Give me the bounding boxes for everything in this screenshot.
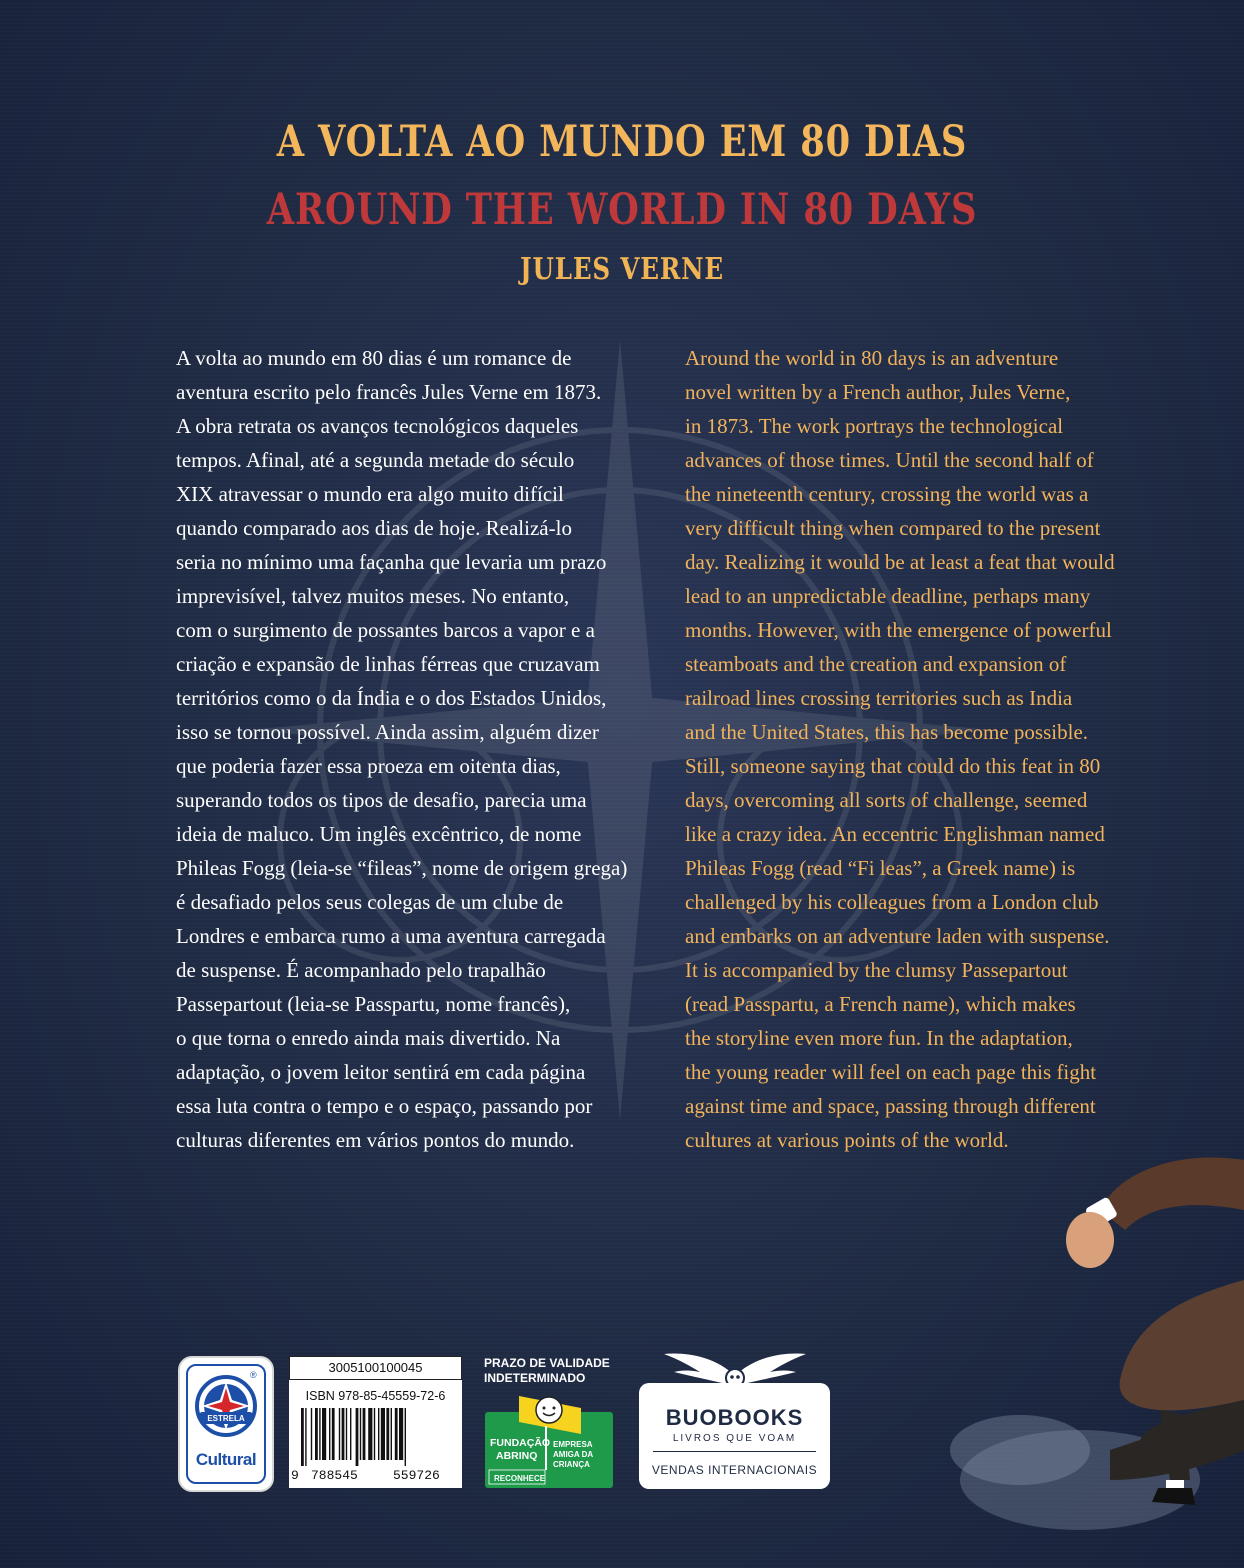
synopsis-pt-line: de suspense. É acompanhado pelo trapalhão bbox=[176, 958, 546, 982]
synopsis-en-line: (read Passpartu, a French name), which makes bbox=[685, 992, 1076, 1016]
estrela-star-icon bbox=[194, 1374, 258, 1438]
synopsis-en-line: the nineteenth century, crossing the world was a bbox=[685, 482, 1089, 506]
synopsis-pt-line: com o surgimento de possantes barcos a vapor e a bbox=[176, 618, 595, 642]
abrinq-bottom: RECONHECE bbox=[494, 1474, 546, 1483]
synopsis-en-line: the young reader will feel on each page this fight bbox=[685, 1060, 1097, 1084]
abrinq-right-line-2: AMIGA DA bbox=[553, 1450, 594, 1459]
estrela-logo-frame bbox=[186, 1364, 266, 1484]
synopsis-pt-line: quando comparado aos dias de hoje. Realizá-lo bbox=[176, 516, 572, 540]
owl-wings-icon bbox=[660, 1346, 810, 1388]
synopsis-english bbox=[685, 341, 1145, 1157]
synopsis-en-line: steamboats and the creation and expansion of bbox=[685, 652, 1067, 676]
synopsis-pt-line: A volta ao mundo em 80 dias é um romance de bbox=[176, 346, 572, 370]
abrinq-left-line-1: FUNDAÇÃO bbox=[490, 1437, 551, 1449]
synopsis-pt-line: imprevisível, talvez muitos meses. No entanto, bbox=[176, 584, 570, 608]
title-block bbox=[0, 112, 1244, 292]
product-code: 3005100100045 bbox=[289, 1356, 462, 1380]
synopsis-en-line: advances of those times. Until the second half of bbox=[685, 448, 1094, 472]
synopsis-pt-line: superando todos os tipos de desafio, parecia uma bbox=[176, 788, 587, 812]
synopsis-pt-line: Phileas Fogg (leia-se “fileas”, nome de origem grega) bbox=[176, 856, 628, 880]
synopsis-pt-line: Passepartout (leia-se Passpartu, nome francês), bbox=[176, 992, 571, 1016]
barcode-block bbox=[289, 1356, 462, 1488]
estrela-label: ESTRELA bbox=[207, 1414, 245, 1423]
synopsis-portuguese bbox=[176, 341, 642, 1157]
synopsis-pt-line: seria no mínimo uma façanha que levaria um prazo bbox=[176, 550, 607, 574]
title-english: AROUND THE WORLD IN 80 DAYS bbox=[266, 185, 978, 235]
registered-mark: ® bbox=[250, 1370, 257, 1380]
synopsis-pt-line: o que torna o enredo ainda mais divertido. Na bbox=[176, 1026, 561, 1050]
synopsis-pt-line: tempos. Afinal, até a segunda metade do século bbox=[176, 448, 575, 472]
isbn-number: ISBN 978-85-45559-72-6 bbox=[305, 1389, 446, 1403]
synopsis-pt-line: culturas diferentes em vários pontos do mundo. bbox=[176, 1128, 575, 1152]
author-name: JULES VERNE bbox=[519, 252, 725, 287]
synopsis-en-line: day. Realizing it would be at least a feat that would bbox=[685, 550, 1115, 574]
validity-notice bbox=[484, 1356, 624, 1386]
buobooks-name: BUOBOOKS bbox=[665, 1405, 804, 1430]
synopsis-pt-line: adaptação, o jovem leitor sentirá em cada página bbox=[176, 1060, 586, 1084]
synopsis-en-line: cultures at various points of the world. bbox=[685, 1128, 1009, 1152]
synopsis-pt-line: A obra retrata os avanços tecnológicos daqueles bbox=[176, 414, 579, 438]
synopsis-en-line: railroad lines crossing territories such as India bbox=[685, 686, 1073, 710]
synopsis-en-line: days, overcoming all sorts of challenge, seemed bbox=[685, 788, 1088, 812]
synopsis-pt-line: aventura escrito pelo francês Jules Verne em 1873. bbox=[176, 380, 602, 404]
synopsis-pt-line: é desafiado pelos seus colegas de um clube de bbox=[176, 890, 564, 914]
cultural-label: Cultural bbox=[195, 1450, 257, 1469]
running-figure-illustration bbox=[930, 1150, 1244, 1568]
synopsis-en-line: novel written by a French author, Jules Verne, bbox=[685, 380, 1071, 404]
synopsis-en-line: the storyline even more fun. In the adaptation, bbox=[685, 1026, 1073, 1050]
synopsis-pt-line: que poderia fazer essa proeza em oitenta dias, bbox=[176, 754, 561, 778]
synopsis-en-line: and embarks on an adventure laden with suspense. bbox=[685, 924, 1110, 948]
synopsis-en-line: months. However, with the emergence of powerful bbox=[685, 618, 1112, 642]
synopsis-pt-line: Londres e embarca rumo a uma aventura carregada bbox=[176, 924, 606, 948]
synopsis-pt-line: isso se tornou possível. Ainda assim, alguém dizer bbox=[176, 720, 599, 744]
synopsis-en-line: in 1873. The work portrays the technological bbox=[685, 414, 1064, 438]
synopsis-en-line: It is accompanied by the clumsy Passepartout bbox=[685, 958, 1068, 982]
synopsis-pt-line: ideia de maluco. Um inglês excêntrico, de nome bbox=[176, 822, 582, 846]
synopsis-pt-line: XIX atravessar o mundo era algo muito difícil bbox=[176, 482, 564, 506]
synopsis-en-line: Phileas Fogg (read “Fi leas”, a Greek name) is bbox=[685, 856, 1076, 880]
synopsis-en-line: against time and space, passing through different bbox=[685, 1094, 1096, 1118]
buobooks-logo bbox=[639, 1383, 830, 1489]
barcode-digits-right: 559726 bbox=[393, 1468, 440, 1483]
barcode-icon bbox=[301, 1408, 453, 1466]
barcode-digits-left: 788545 bbox=[311, 1468, 358, 1483]
title-portuguese: A VOLTA AO MUNDO EM 80 DIAS bbox=[276, 117, 968, 167]
abrinq-right-line-1: EMPRESA bbox=[553, 1440, 593, 1449]
synopsis-en-line: Around the world in 80 days is an adventure bbox=[685, 346, 1059, 370]
barcode-digit-lead: 9 bbox=[291, 1468, 299, 1483]
synopsis-en-line: challenged by his colleagues from a London club bbox=[685, 890, 1099, 914]
synopsis-en-line: very difficult thing when compared to the present bbox=[685, 516, 1101, 540]
synopsis-en-line: like a crazy idea. An eccentric Englishman named bbox=[685, 822, 1105, 846]
synopsis-en-line: lead to an unpredictable deadline, perhaps many bbox=[685, 584, 1091, 608]
validity-line-2: INDETERMINADO bbox=[484, 1371, 586, 1385]
synopsis-pt-line: territórios como o da Índia e o dos Estados Unidos, bbox=[176, 686, 607, 710]
abrinq-right-line-3: CRIANÇA bbox=[553, 1460, 590, 1469]
smiling-child-icon bbox=[536, 1397, 562, 1423]
abrinq-left-line-2: ABRINQ bbox=[496, 1450, 538, 1462]
synopsis-en-line: Still, someone saying that could do this feat in 80 bbox=[685, 754, 1101, 778]
synopsis-pt-line: criação e expansão de linhas férreas que cruzavam bbox=[176, 652, 600, 676]
validity-line-1: PRAZO DE VALIDADE bbox=[484, 1356, 610, 1370]
synopsis-en-line: and the United States, this has become possible. bbox=[685, 720, 1089, 744]
buobooks-divider bbox=[653, 1451, 816, 1452]
buobooks-tagline: LIVROS QUE VOAM bbox=[672, 1433, 797, 1444]
synopsis-pt-line: essa luta contra o tempo e o espaço, passando por bbox=[176, 1094, 593, 1118]
estrela-cultural-logo bbox=[178, 1356, 274, 1492]
buobooks-sales: VENDAS INTERNACIONAIS bbox=[651, 1463, 818, 1477]
